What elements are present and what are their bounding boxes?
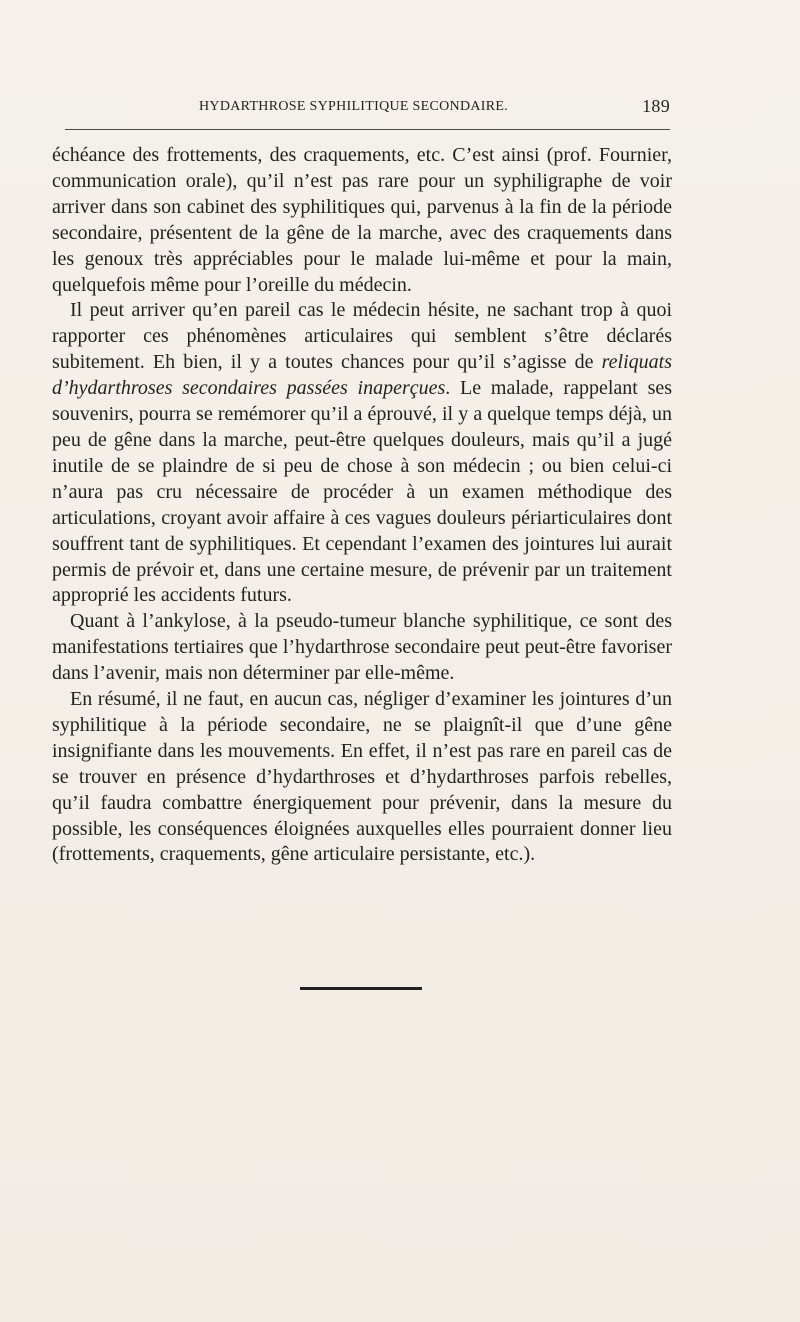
page-number: 189 (642, 96, 670, 116)
main-text (52, 143, 672, 868)
paragraph-4: En résumé, il ne faut, en aucun cas, négliger d’examiner les jointures d’un syphilitique à la période secondaire, ne se plaignît-il que d’une gêne insignifiante dans les mouvements. En effet, il n’est pas rare en pareil cas de se trouver en présence d’hydarthroses et d’hydarthroses parfois rebelles, qu’il faudra combattre énergiquement pour prévenir, dans la mesure du possible, les conséquences éloignées auxquelles elles pourraient donner lieu (frottements, craquements, gêne articulaire persistante, etc.). (52, 688, 672, 866)
paragraph-2-rest: . Le malade, rappelant ses souvenirs, pourra se remémorer qu’il a éprouvé, il y a quelque temps déjà, un peu de gêne dans la marche, peut-être quelques douleurs, mais qu’il a jugé inutile de se plaindre de si peu de chose à son médecin ; ou bien celui-ci n’aura pas cru nécessaire de procéder à un examen méthodique des articulations, croyant avoir affaire à ces vagues douleurs périarticulaires dont souffrent tant de syphilitiques. Et cependant l’examen des jointures lui aurait permis de prévoir et, dans une certaine mesure, de prévenir par un traitement approprié les accidents futurs. (52, 377, 673, 607)
paragraph-2-lead: Il peut arriver qu’en pareil cas le médecin hésite, ne sachant trop à quoi rapporter ces phénomènes articulaires qui semblent s’être déclarés subitement. Eh bien, il y a toutes chances pour qu’il s’agisse de (52, 299, 672, 374)
running-title: HYDARTHROSE SYPHILITIQUE SECONDAIRE. (199, 99, 509, 114)
paragraph-2 (52, 298, 672, 609)
running-header (64, 96, 670, 124)
section-end-rule (300, 987, 422, 990)
header-rule (65, 129, 670, 130)
paragraph-1: échéance des frottements, des craquements, etc. C’est ainsi (prof. Fournier, communication orale), qu’il n’est pas rare pour un syphiligraphe de voir arriver dans son cabinet des syphilitiques qui, parvenus à la fin de la période secondaire, présentent de la gêne de la marche, avec des craquements dans les genoux très appréciables pour le malade lui-même et pour la main, quelquefois même pour l’oreille du médecin. (52, 144, 672, 296)
paragraph-2-italic-phrase: reliquats d’hydarthroses secondaires passées inaperçues (52, 351, 672, 400)
paragraph-3: Quant à l’ankylose, à la pseudo-tumeur blanche syphilitique, ce sont des manifestations tertiaires que l’hydarthrose secondaire peut peut-être favoriser dans l’avenir, mais non déterminer par elle-même. (52, 610, 672, 685)
